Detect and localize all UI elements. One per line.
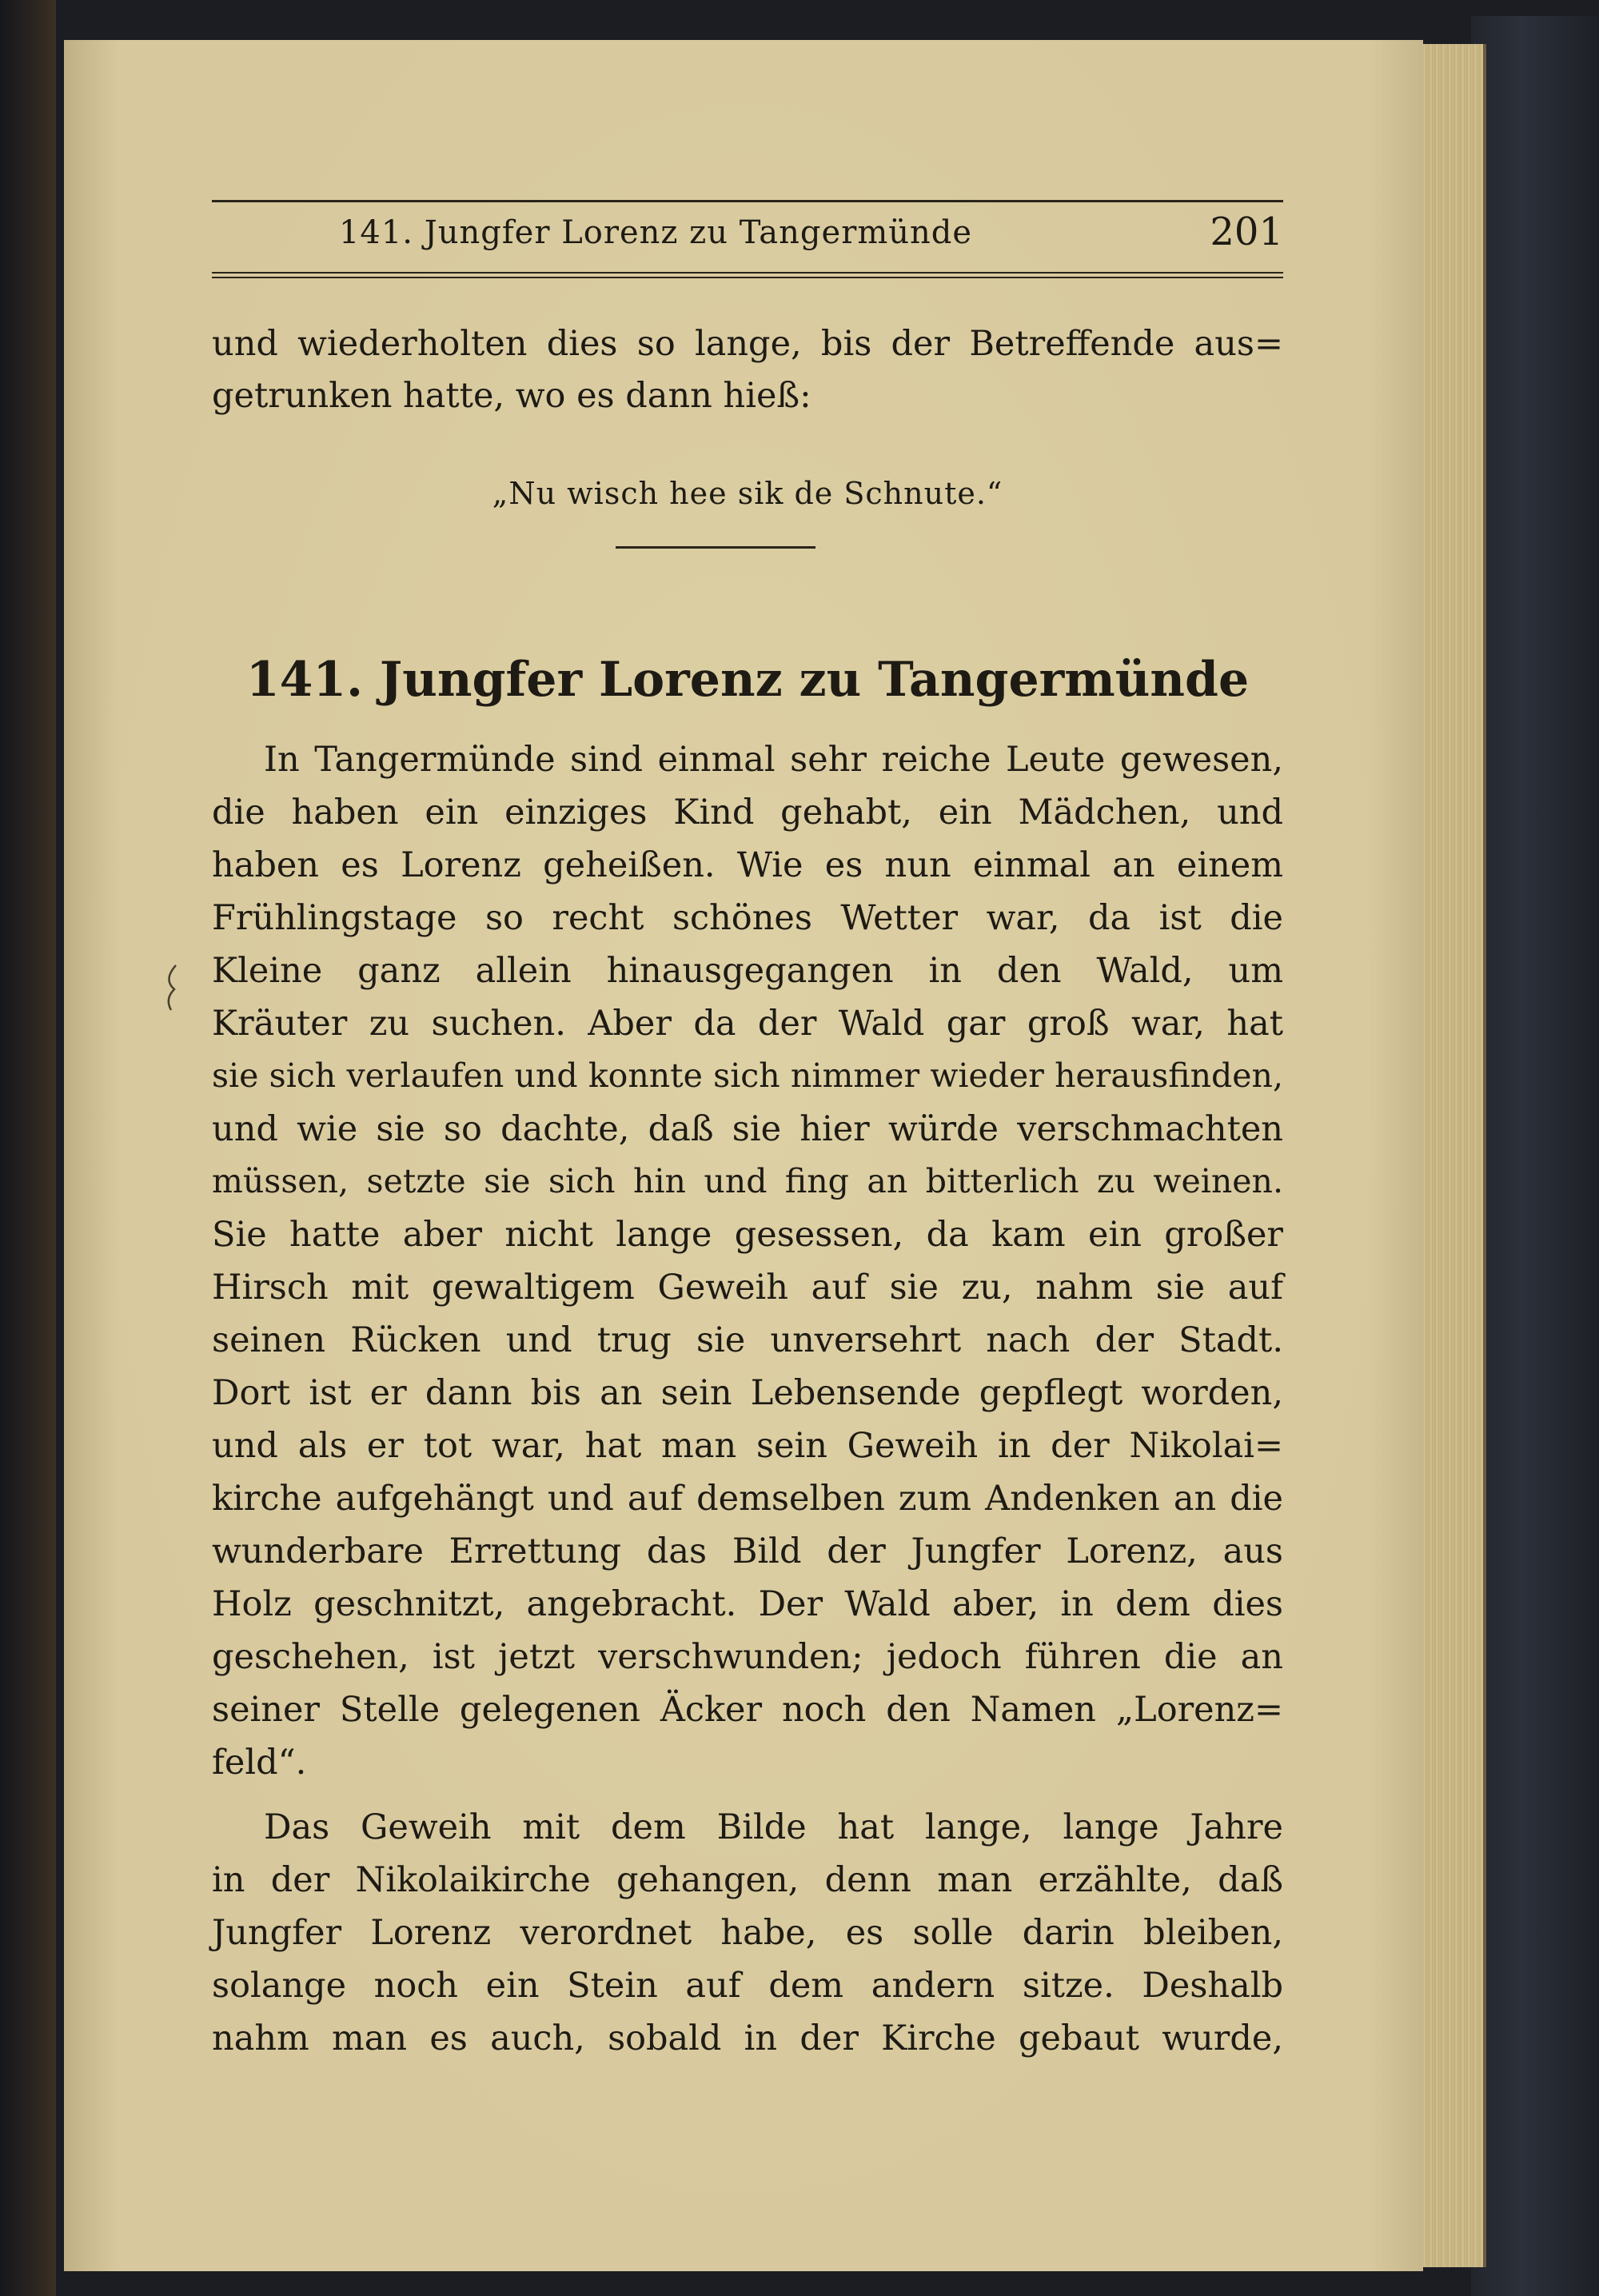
text-line: Das Geweih mit dem Bilde hat lange, lange Jahre: [264, 1807, 1283, 1847]
section-heading: 141. Jungfer Lorenz zu Tangermünde: [245, 652, 1250, 708]
text-line: seinen Rücken und trug sie unversehrt nach der Stadt.: [212, 1320, 1283, 1360]
ink-mark-icon: [160, 964, 181, 1012]
text-line: Holz geschnitzt, angebracht. Der Wald aber, in dem dies: [212, 1584, 1283, 1624]
text-line: Jungfer Lorenz verordnet habe, es solle darin bleiben,: [212, 1913, 1283, 1953]
text-line: getrunken hatte, wo es dann hieß:: [212, 376, 811, 416]
text-line: müssen, setzte sie sich hin und fing an bitterlich zu weinen.: [212, 1162, 1283, 1200]
text-line: und als er tot war, hat man sein Geweih in der Nikolai=: [212, 1426, 1283, 1466]
text-line: Kleine ganz allein hinausgegangen in den Wald, um: [212, 951, 1283, 991]
header-rule-bottom-double: [212, 277, 1283, 278]
text-line: Hirsch mit gewaltigem Geweih auf sie zu, nahm sie auf: [212, 1268, 1283, 1308]
running-title: 141. Jungfer Lorenz zu Tangermünde: [338, 214, 973, 251]
text-line: haben es Lorenz geheißen. Wie es nun einmal an einem: [212, 845, 1283, 885]
header-rule-bottom: [212, 272, 1283, 274]
text-line: Kräuter zu suchen. Aber da der Wald gar groß war, hat: [212, 1004, 1283, 1044]
left-cover-edge: [0, 0, 56, 2296]
text-line: Sie hatte aber nicht lange gesessen, da kam ein großer: [212, 1215, 1283, 1255]
section-divider: [616, 546, 815, 549]
dialect-quote: „Nu wisch hee sik de Schnute.“: [492, 476, 1003, 511]
text-line: sie sich verlaufen und konnte sich nimmer wieder herausfinden,: [212, 1056, 1283, 1095]
text-line: solange noch ein Stein auf dem andern sitze. Deshalb: [212, 1966, 1283, 2006]
text-line: wunderbare Errettung das Bild der Jungfer Lorenz, aus: [212, 1531, 1283, 1571]
text-line: seiner Stelle gelegenen Äcker noch den Namen „Lorenz=: [212, 1690, 1283, 1730]
text-line: und wiederholten dies so lange, bis der Betreffende aus=: [212, 324, 1283, 364]
text-line: in der Nikolaikirche gehangen, denn man erzählte, daß: [212, 1860, 1283, 1900]
right-cover-edge: [1471, 16, 1599, 2296]
header-rule-top: [212, 200, 1283, 202]
text-line: geschehen, ist jetzt verschwunden; jedoch führen die an: [212, 1637, 1283, 1677]
text-line: die haben ein einziges Kind gehabt, ein Mädchen, und: [212, 793, 1283, 833]
text-line: und wie sie so dachte, daß sie hier würde verschmachten: [212, 1109, 1283, 1149]
text-line: Dort ist er dann bis an sein Lebensende gepflegt worden,: [212, 1373, 1283, 1413]
book-page: [64, 40, 1423, 2271]
text-line: kirche aufgehängt und auf demselben zum Andenken an die: [212, 1479, 1283, 1519]
text-line: In Tangermünde sind einmal sehr reiche Leute gewesen,: [264, 740, 1283, 780]
text-line: Frühlingstage so recht schönes Wetter war, da ist die: [212, 898, 1283, 938]
text-line: feld“.: [212, 1743, 307, 1783]
page-number: 201: [1210, 210, 1283, 254]
text-line: nahm man es auch, sobald in der Kirche gebaut wurde,: [212, 2018, 1283, 2058]
